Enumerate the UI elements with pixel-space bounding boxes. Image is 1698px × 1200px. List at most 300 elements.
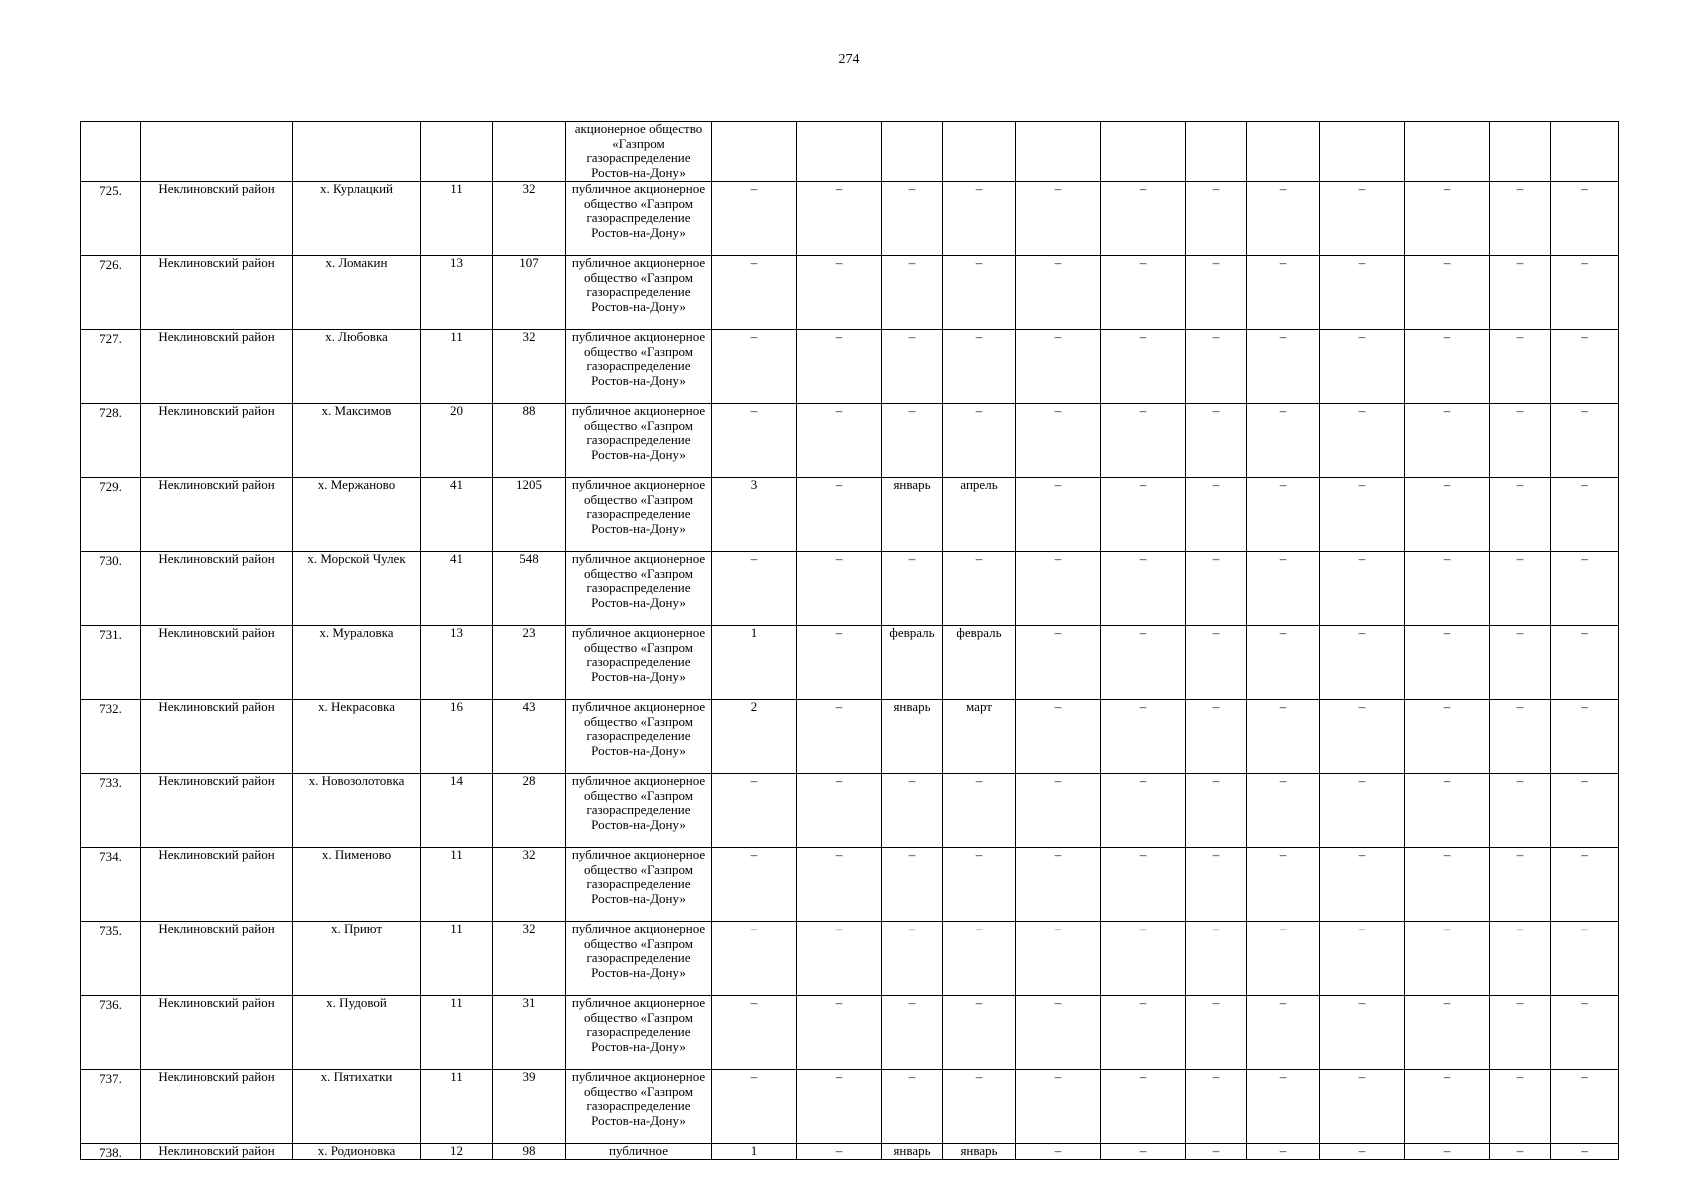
cell-col8: – [797,330,882,404]
cell-col10: февраль [943,626,1016,700]
cell-organization: публичное акционерное общество «Газпром газораспределение Ростов-на-Дону» [566,774,712,848]
cell-col16: – [1405,552,1490,626]
row-number-text: 725. [99,183,122,198]
cell-col7: – [712,922,797,996]
cell-col8: – [797,774,882,848]
cell-col14: – [1247,922,1320,996]
cell-col14: – [1247,774,1320,848]
cell-col11: – [1016,330,1101,404]
cell-organization: публичное акционерное общество «Газпром газораспределение Ростов-на-Дону» [566,478,712,552]
cell-col13: – [1186,330,1247,404]
cell-col8: – [797,404,882,478]
cell-col14: – [1247,626,1320,700]
cell-col11: – [1016,626,1101,700]
cell-col16: – [1405,626,1490,700]
cell-col17: – [1490,848,1551,922]
cell-col4: 11 [421,922,493,996]
cell-district: Неклиновский район [141,700,293,774]
row-number-text: 736. [99,997,122,1012]
cell-col13: – [1186,700,1247,774]
table-row [81,700,1619,774]
row-number-text: 726. [99,257,122,272]
cell-col7: 1 [712,626,797,700]
cell-empty [293,122,421,182]
cell-col15: – [1320,848,1405,922]
table-row [81,552,1619,626]
cell-col15: – [1320,552,1405,626]
table-row [81,848,1619,922]
cell-col7: – [712,848,797,922]
cell-col5: 23 [493,626,566,700]
cell-organization: публичное акционерное общество «Газпром газораспределение Ростов-на-Дону» [566,848,712,922]
cell-locality: х. Мураловка [293,626,421,700]
cell-col9: – [882,552,943,626]
cell-col9: январь [882,700,943,774]
cell-organization: публичное акционерное общество «Газпром газораспределение Ростов-на-Дону» [566,182,712,256]
cell-col15: – [1320,922,1405,996]
cell-row-number [81,996,141,1070]
cell-col15: – [1320,404,1405,478]
cell-col14: – [1247,182,1320,256]
cell-locality: х. Ломакин [293,256,421,330]
row-number-text: 735. [99,923,122,938]
cell-col17: – [1490,1144,1551,1160]
cell-col18: – [1551,922,1619,996]
cell-col12: – [1101,552,1186,626]
cell-col15: – [1320,182,1405,256]
cell-col9: январь [882,478,943,552]
cell-col5: 32 [493,848,566,922]
cell-locality: х. Пятихатки [293,1070,421,1144]
cell-district: Неклиновский район [141,256,293,330]
cell-col11: – [1016,700,1101,774]
cell-empty [797,122,882,182]
cell-locality: х. Некрасовка [293,700,421,774]
cell-col17: – [1490,404,1551,478]
cell-col13: – [1186,1144,1247,1160]
cell-col18: – [1551,404,1619,478]
cell-col10: – [943,404,1016,478]
cell-col14: – [1247,478,1320,552]
cell-col12: – [1101,182,1186,256]
table-row-continuation [81,122,1619,182]
cell-col14: – [1247,404,1320,478]
cell-district: Неклиновский район [141,182,293,256]
table-row [81,996,1619,1070]
cell-row-number [81,552,141,626]
cell-col11: – [1016,182,1101,256]
cell-col11: – [1016,256,1101,330]
cell-col13: – [1186,626,1247,700]
cell-col9: – [882,182,943,256]
cell-col17: – [1490,774,1551,848]
cell-col10: – [943,774,1016,848]
cell-organization: публичное [566,1144,712,1160]
cell-col12: – [1101,922,1186,996]
cell-col9: – [882,774,943,848]
cell-col9: – [882,330,943,404]
cell-col11: – [1016,1070,1101,1144]
cell-col8: – [797,626,882,700]
cell-col11: – [1016,848,1101,922]
cell-col5: 43 [493,700,566,774]
cell-empty [421,122,493,182]
cell-col9: – [882,404,943,478]
cell-col5: 31 [493,996,566,1070]
cell-col12: – [1101,404,1186,478]
cell-col10: – [943,182,1016,256]
table-row [81,404,1619,478]
cell-col14: – [1247,330,1320,404]
cell-col17: – [1490,1070,1551,1144]
cell-col12: – [1101,1144,1186,1160]
cell-col13: – [1186,478,1247,552]
cell-col18: – [1551,774,1619,848]
cell-col14: – [1247,552,1320,626]
cell-col12: – [1101,1070,1186,1144]
cell-col14: – [1247,848,1320,922]
cell-col14: – [1247,256,1320,330]
row-number-text: 734. [99,849,122,864]
cell-district: Неклиновский район [141,1144,293,1160]
cell-col13: – [1186,774,1247,848]
cell-col7: – [712,552,797,626]
cell-col16: – [1405,478,1490,552]
cell-locality: х. Приют [293,922,421,996]
cell-col13: – [1186,996,1247,1070]
cell-col8: – [797,478,882,552]
cell-col4: 11 [421,996,493,1070]
cell-organization: публичное акционерное общество «Газпром газораспределение Ростов-на-Дону» [566,552,712,626]
cell-col4: 13 [421,256,493,330]
cell-col18: – [1551,996,1619,1070]
cell-col18: – [1551,700,1619,774]
cell-col16: – [1405,330,1490,404]
table-row [81,256,1619,330]
row-number-text: 728. [99,405,122,420]
cell-col9: январь [882,1144,943,1160]
cell-district: Неклиновский район [141,478,293,552]
cell-col11: – [1016,478,1101,552]
cell-col8: – [797,1070,882,1144]
schedule-table [80,121,1619,1160]
cell-col17: – [1490,182,1551,256]
cell-empty [1016,122,1101,182]
cell-col16: – [1405,256,1490,330]
cell-col4: 20 [421,404,493,478]
cell-col8: – [797,1144,882,1160]
cell-row-number [81,1070,141,1144]
row-number-text: 731. [99,627,122,642]
cell-col4: 11 [421,330,493,404]
cell-locality: х. Курлацкий [293,182,421,256]
cell-empty [1101,122,1186,182]
cell-empty [1247,122,1320,182]
cell-col5: 39 [493,1070,566,1144]
cell-col4: 41 [421,552,493,626]
cell-col18: – [1551,552,1619,626]
row-number-text: 730. [99,553,122,568]
cell-col17: – [1490,478,1551,552]
cell-col14: – [1247,1144,1320,1160]
cell-col7: 1 [712,1144,797,1160]
cell-col12: – [1101,774,1186,848]
row-number-text: 737. [99,1071,122,1086]
cell-col15: – [1320,774,1405,848]
cell-col12: – [1101,848,1186,922]
cell-col7: 2 [712,700,797,774]
cell-col15: – [1320,626,1405,700]
cell-col7: – [712,404,797,478]
row-number-text: 732. [99,701,122,716]
cell-col7: – [712,996,797,1070]
cell-locality: х. Любовка [293,330,421,404]
cell-empty [81,122,141,182]
cell-col5: 98 [493,1144,566,1160]
cell-col10: – [943,330,1016,404]
cell-organization: публичное акционерное общество «Газпром газораспределение Ростов-на-Дону» [566,996,712,1070]
cell-col18: – [1551,626,1619,700]
cell-organization: публичное акционерное общество «Газпром газораспределение Ростов-на-Дону» [566,922,712,996]
cell-empty [1490,122,1551,182]
cell-col16: – [1405,774,1490,848]
cell-locality: х. Мержаново [293,478,421,552]
cell-col8: – [797,256,882,330]
cell-row-number [81,626,141,700]
cell-row-number [81,404,141,478]
cell-col18: – [1551,256,1619,330]
cell-col15: – [1320,478,1405,552]
cell-district: Неклиновский район [141,774,293,848]
cell-col5: 32 [493,922,566,996]
cell-col9: – [882,922,943,996]
cell-col8: – [797,700,882,774]
cell-col15: – [1320,330,1405,404]
cell-col14: – [1247,996,1320,1070]
cell-col5: 28 [493,774,566,848]
table-body [81,122,1619,1160]
cell-col16: – [1405,848,1490,922]
cell-col8: – [797,182,882,256]
cell-col10: – [943,256,1016,330]
table-row [81,182,1619,256]
cell-col7: – [712,774,797,848]
cell-row-number [81,774,141,848]
cell-row-number [81,478,141,552]
cell-col8: – [797,996,882,1070]
cell-col7: – [712,330,797,404]
cell-col10: – [943,922,1016,996]
cell-empty [1186,122,1247,182]
cell-col13: – [1186,552,1247,626]
table-row [81,774,1619,848]
table-row [81,1144,1619,1160]
cell-empty [1320,122,1405,182]
cell-col4: 11 [421,848,493,922]
cell-col13: – [1186,182,1247,256]
cell-col7: – [712,256,797,330]
cell-col9: – [882,1070,943,1144]
cell-col7: – [712,182,797,256]
table-row [81,1070,1619,1144]
cell-row-number [81,182,141,256]
cell-locality: х. Максимов [293,404,421,478]
cell-row-number [81,848,141,922]
cell-col16: – [1405,700,1490,774]
cell-col11: – [1016,996,1101,1070]
cell-col16: – [1405,922,1490,996]
cell-col5: 548 [493,552,566,626]
cell-col17: – [1490,626,1551,700]
cell-organization: публичное акционерное общество «Газпром газораспределение Ростов-на-Дону» [566,1070,712,1144]
cell-col9: – [882,848,943,922]
cell-col8: – [797,552,882,626]
cell-organization: публичное акционерное общество «Газпром газораспределение Ростов-на-Дону» [566,626,712,700]
cell-empty [712,122,797,182]
cell-col12: – [1101,700,1186,774]
cell-col17: – [1490,996,1551,1070]
cell-row-number [81,1144,141,1160]
cell-col13: – [1186,1070,1247,1144]
cell-col11: – [1016,552,1101,626]
cell-col18: – [1551,848,1619,922]
cell-col11: – [1016,922,1101,996]
cell-row-number [81,922,141,996]
cell-col18: – [1551,330,1619,404]
cell-col9: февраль [882,626,943,700]
cell-col13: – [1186,404,1247,478]
cell-col5: 88 [493,404,566,478]
cell-col13: – [1186,848,1247,922]
cell-col5: 107 [493,256,566,330]
cell-col12: – [1101,626,1186,700]
cell-col4: 41 [421,478,493,552]
cell-col10: – [943,848,1016,922]
cell-col17: – [1490,256,1551,330]
cell-col15: – [1320,1070,1405,1144]
cell-col16: – [1405,1070,1490,1144]
cell-col4: 12 [421,1144,493,1160]
cell-col10: – [943,1070,1016,1144]
cell-col10: январь [943,1144,1016,1160]
cell-col11: – [1016,404,1101,478]
cell-col17: – [1490,330,1551,404]
cell-col15: – [1320,996,1405,1070]
cell-row-number [81,330,141,404]
cell-col18: – [1551,182,1619,256]
cell-col5: 32 [493,182,566,256]
cell-empty [882,122,943,182]
cell-col15: – [1320,256,1405,330]
cell-col12: – [1101,256,1186,330]
cell-col18: – [1551,478,1619,552]
cell-col17: – [1490,552,1551,626]
cell-col12: – [1101,996,1186,1070]
cell-col7: 3 [712,478,797,552]
cell-col5: 32 [493,330,566,404]
cell-empty [1551,122,1619,182]
page-number: 274 [838,52,860,67]
cell-col10: апрель [943,478,1016,552]
cell-col8: – [797,848,882,922]
cell-col17: – [1490,700,1551,774]
cell-district: Неклиновский район [141,1070,293,1144]
cell-empty [1405,122,1490,182]
cell-locality: х. Пудовой [293,996,421,1070]
cell-col4: 16 [421,700,493,774]
cell-col16: – [1405,996,1490,1070]
table-row [81,922,1619,996]
cell-col17: – [1490,922,1551,996]
table-row [81,478,1619,552]
cell-locality: х. Пименово [293,848,421,922]
cell-organization: публичное акционерное общество «Газпром газораспределение Ростов-на-Дону» [566,700,712,774]
cell-col8: – [797,922,882,996]
cell-col9: – [882,996,943,1070]
cell-empty [493,122,566,182]
cell-district: Неклиновский район [141,552,293,626]
cell-col13: – [1186,922,1247,996]
table-row [81,626,1619,700]
cell-district: Неклиновский район [141,996,293,1070]
cell-col10: март [943,700,1016,774]
cell-col5: 1205 [493,478,566,552]
cell-col14: – [1247,700,1320,774]
cell-locality: х. Новозолотовка [293,774,421,848]
cell-col9: – [882,256,943,330]
cell-col10: – [943,996,1016,1070]
cell-district: Неклиновский район [141,922,293,996]
row-number-text: 738. [99,1145,122,1160]
cell-col11: – [1016,1144,1101,1160]
cell-district: Неклиновский район [141,330,293,404]
cell-organization: акционерное общество «Газпром газораспределение Ростов-на-Дону» [566,122,712,182]
cell-col7: – [712,1070,797,1144]
cell-district: Неклиновский район [141,848,293,922]
cell-col12: – [1101,478,1186,552]
cell-empty [943,122,1016,182]
cell-empty [141,122,293,182]
cell-row-number [81,700,141,774]
cell-col16: – [1405,1144,1490,1160]
cell-row-number [81,256,141,330]
row-number-text: 733. [99,775,122,790]
cell-col10: – [943,552,1016,626]
cell-col4: 13 [421,626,493,700]
cell-col13: – [1186,256,1247,330]
cell-col16: – [1405,182,1490,256]
cell-col4: 11 [421,1070,493,1144]
cell-col14: – [1247,1070,1320,1144]
cell-organization: публичное акционерное общество «Газпром газораспределение Ростов-на-Дону» [566,256,712,330]
cell-col15: – [1320,1144,1405,1160]
row-number-text: 727. [99,331,122,346]
cell-col15: – [1320,700,1405,774]
cell-col12: – [1101,330,1186,404]
cell-locality: х. Морской Чулек [293,552,421,626]
table-row [81,330,1619,404]
cell-col18: – [1551,1144,1619,1160]
row-number-text: 729. [99,479,122,494]
cell-col11: – [1016,774,1101,848]
cell-organization: публичное акционерное общество «Газпром газораспределение Ростов-на-Дону» [566,330,712,404]
cell-district: Неклиновский район [141,404,293,478]
cell-col4: 11 [421,182,493,256]
cell-col16: – [1405,404,1490,478]
cell-col18: – [1551,1070,1619,1144]
cell-organization: публичное акционерное общество «Газпром газораспределение Ростов-на-Дону» [566,404,712,478]
cell-col4: 14 [421,774,493,848]
